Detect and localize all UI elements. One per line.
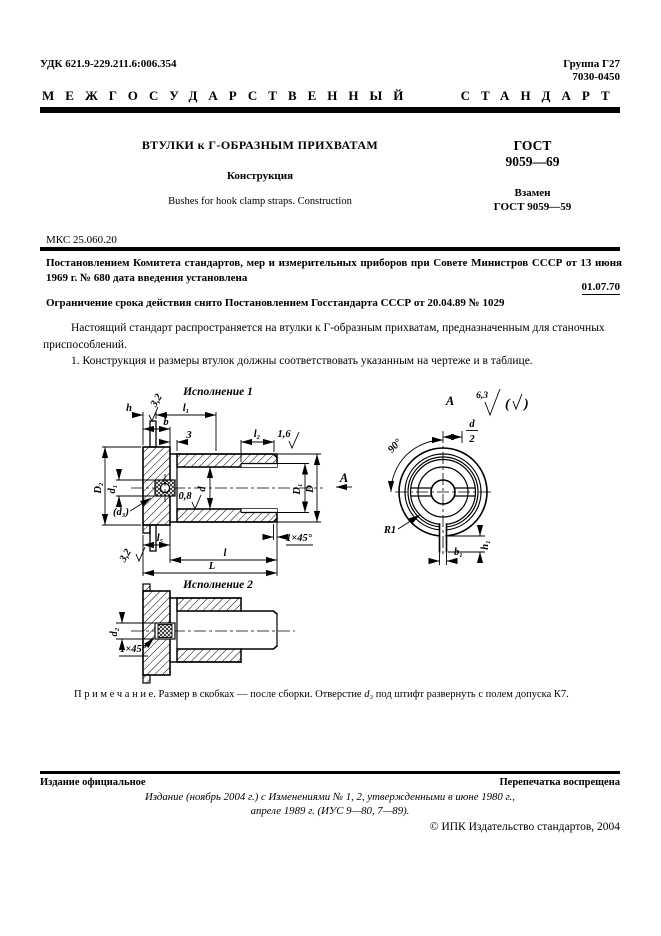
- dim-R1: R1: [383, 525, 397, 536]
- header-row: [40, 58, 620, 84]
- dim-d2: d₂: [109, 627, 120, 637]
- dim-L: L: [208, 561, 216, 572]
- h1-dim: [445, 528, 485, 560]
- dim-l2: l₂: [253, 429, 261, 440]
- official-edition-label: Издание официальное: [40, 777, 146, 788]
- gost-number: 9059—69: [505, 154, 560, 169]
- dim-b: b: [163, 417, 169, 428]
- roughness-32-bottom: 3,2: [117, 547, 134, 565]
- dim-h1: h₁: [480, 540, 491, 550]
- roughness-32-top: 3,2: [148, 392, 165, 410]
- roughness-16: 1,6: [277, 429, 291, 440]
- technical-drawing: [55, 385, 620, 685]
- dim-D: D: [305, 485, 316, 493]
- enactment-date: 01.07.70: [581, 281, 620, 293]
- bottom-rib: [150, 525, 156, 551]
- standard-type-heading: МЕЖГОСУДАРСТВЕННЫЙ СТАНДАРТ: [42, 88, 621, 103]
- footer-rule: [40, 771, 620, 774]
- flange-foot: [143, 675, 150, 683]
- roughness-63: 6,3: [476, 391, 488, 401]
- dim-d: d: [197, 486, 208, 492]
- mks-code: МКС 25.060.20: [46, 234, 117, 246]
- spigot-top: [241, 611, 277, 614]
- mid-rule: [40, 247, 620, 251]
- dimension-lines: [105, 415, 352, 573]
- okp-code: 7030-0450: [572, 71, 620, 83]
- title-block: [75, 138, 445, 207]
- note-d3-symbol: d₃: [364, 689, 374, 700]
- document-subtitle: Конструкция: [226, 170, 294, 182]
- dim-d-over-2-num: d: [469, 419, 475, 430]
- upper-wall-section: [177, 598, 241, 611]
- clause-1-paragraph: 1. Конструкция и размеры втулок должны соответствовать указанным на чертеже и в таблице.: [71, 355, 533, 367]
- dim-l1: l₁: [182, 403, 190, 414]
- note-text-1: Размер в скобках — после сборки. Отверстие: [158, 689, 362, 700]
- top-thick-rule: [40, 107, 620, 113]
- scope-paragraph: Настоящий стандарт распространяется на втулки к Г-образным прихватам, предназначенным для станочных приспособлений.: [43, 322, 605, 351]
- gost-designation-block: [445, 138, 620, 214]
- limitation-paragraph: Ограничение срока действия снято Постановлением Госстандарта СССР от 20.04.89 № 1029: [46, 297, 505, 309]
- execution1-label: Исполнение 1: [183, 386, 253, 398]
- roughness-mark-08: [192, 495, 201, 509]
- section-arrow-label: A: [339, 471, 349, 485]
- note-paragraph: [74, 689, 569, 700]
- roughness-08: 0,8: [178, 491, 192, 502]
- dim-D1: D₁: [292, 483, 303, 495]
- footer-row: [40, 777, 620, 788]
- plug-section: [158, 625, 172, 638]
- dim-3: 3: [186, 430, 192, 441]
- roughness-mark-bottom: [136, 547, 145, 561]
- copyright-line: © ИПК Издательство стандартов, 2004: [429, 821, 620, 833]
- dim-l: l: [223, 548, 227, 559]
- document-title-english: Bushes for hook clamp straps. Construction: [168, 196, 352, 207]
- dim-b1: b₁: [454, 547, 463, 558]
- group-code: Группа Г27: [563, 58, 620, 70]
- dim-d3: (d₃): [113, 507, 129, 518]
- paren-left: (: [505, 397, 510, 412]
- view-a-label: A: [445, 394, 455, 408]
- top-rib: [150, 421, 156, 447]
- replaces-label: Взамен: [514, 187, 551, 199]
- dim-l5: l₅: [156, 533, 164, 544]
- execution2-view: [109, 579, 295, 683]
- note-text-2: под штифт развернуть с полем допуска К7.: [375, 689, 569, 700]
- enactment-paragraph: Постановлением Комитета стандартов, мер и измерительных приборов при Совете Министров СССР от 13 июня 1969 г. № 680 дата введения установлена: [46, 257, 622, 284]
- dim-d-over-2-den: 2: [469, 434, 475, 445]
- dim-chamfer: 1×45°: [286, 533, 312, 544]
- replaces-block: [445, 187, 620, 214]
- dim-90deg: 90°: [386, 437, 405, 456]
- execution2-label: Исполнение 2: [183, 579, 253, 591]
- body-text: [43, 320, 621, 370]
- execution1-view: [93, 386, 352, 576]
- edition-note-line2: апреле 1989 г. (ИУС 9—80, 7—89).: [250, 805, 410, 817]
- dim-h: h: [126, 403, 132, 414]
- spigot-bottom: [241, 646, 277, 649]
- replaces-number: ГОСТ 9059—59: [493, 200, 572, 213]
- flange-top-tab: [143, 584, 150, 591]
- reprint-prohibited-label: Перепечатка воспрещена: [499, 777, 620, 788]
- paren-right: ): [524, 397, 529, 412]
- roughness-check-alt: [513, 394, 522, 409]
- dim-d1: d₁: [107, 484, 118, 494]
- header-right: [563, 58, 620, 84]
- view-a: [383, 389, 529, 565]
- document-title: ВТУЛКИ к Г-ОБРАЗНЫМ ПРИХВАТАМ: [141, 138, 379, 152]
- note-label: П р и м е ч а н и е.: [74, 689, 156, 700]
- dim-D2: D₂: [93, 482, 104, 494]
- lower-wall-section: [177, 649, 241, 662]
- dim-chamfer2: 1×45°: [120, 644, 146, 655]
- b1-dim: [429, 553, 457, 565]
- edition-note-line1: Издание (ноябрь 2004 г.) с Изменениями № 1, 2, утвержденными в июне 1980 г.,: [145, 791, 515, 803]
- gost-label: ГОСТ: [513, 138, 552, 153]
- flange-foot: [143, 525, 150, 533]
- udk-number: УДК 621.9-229.211.6:006.354: [40, 58, 177, 70]
